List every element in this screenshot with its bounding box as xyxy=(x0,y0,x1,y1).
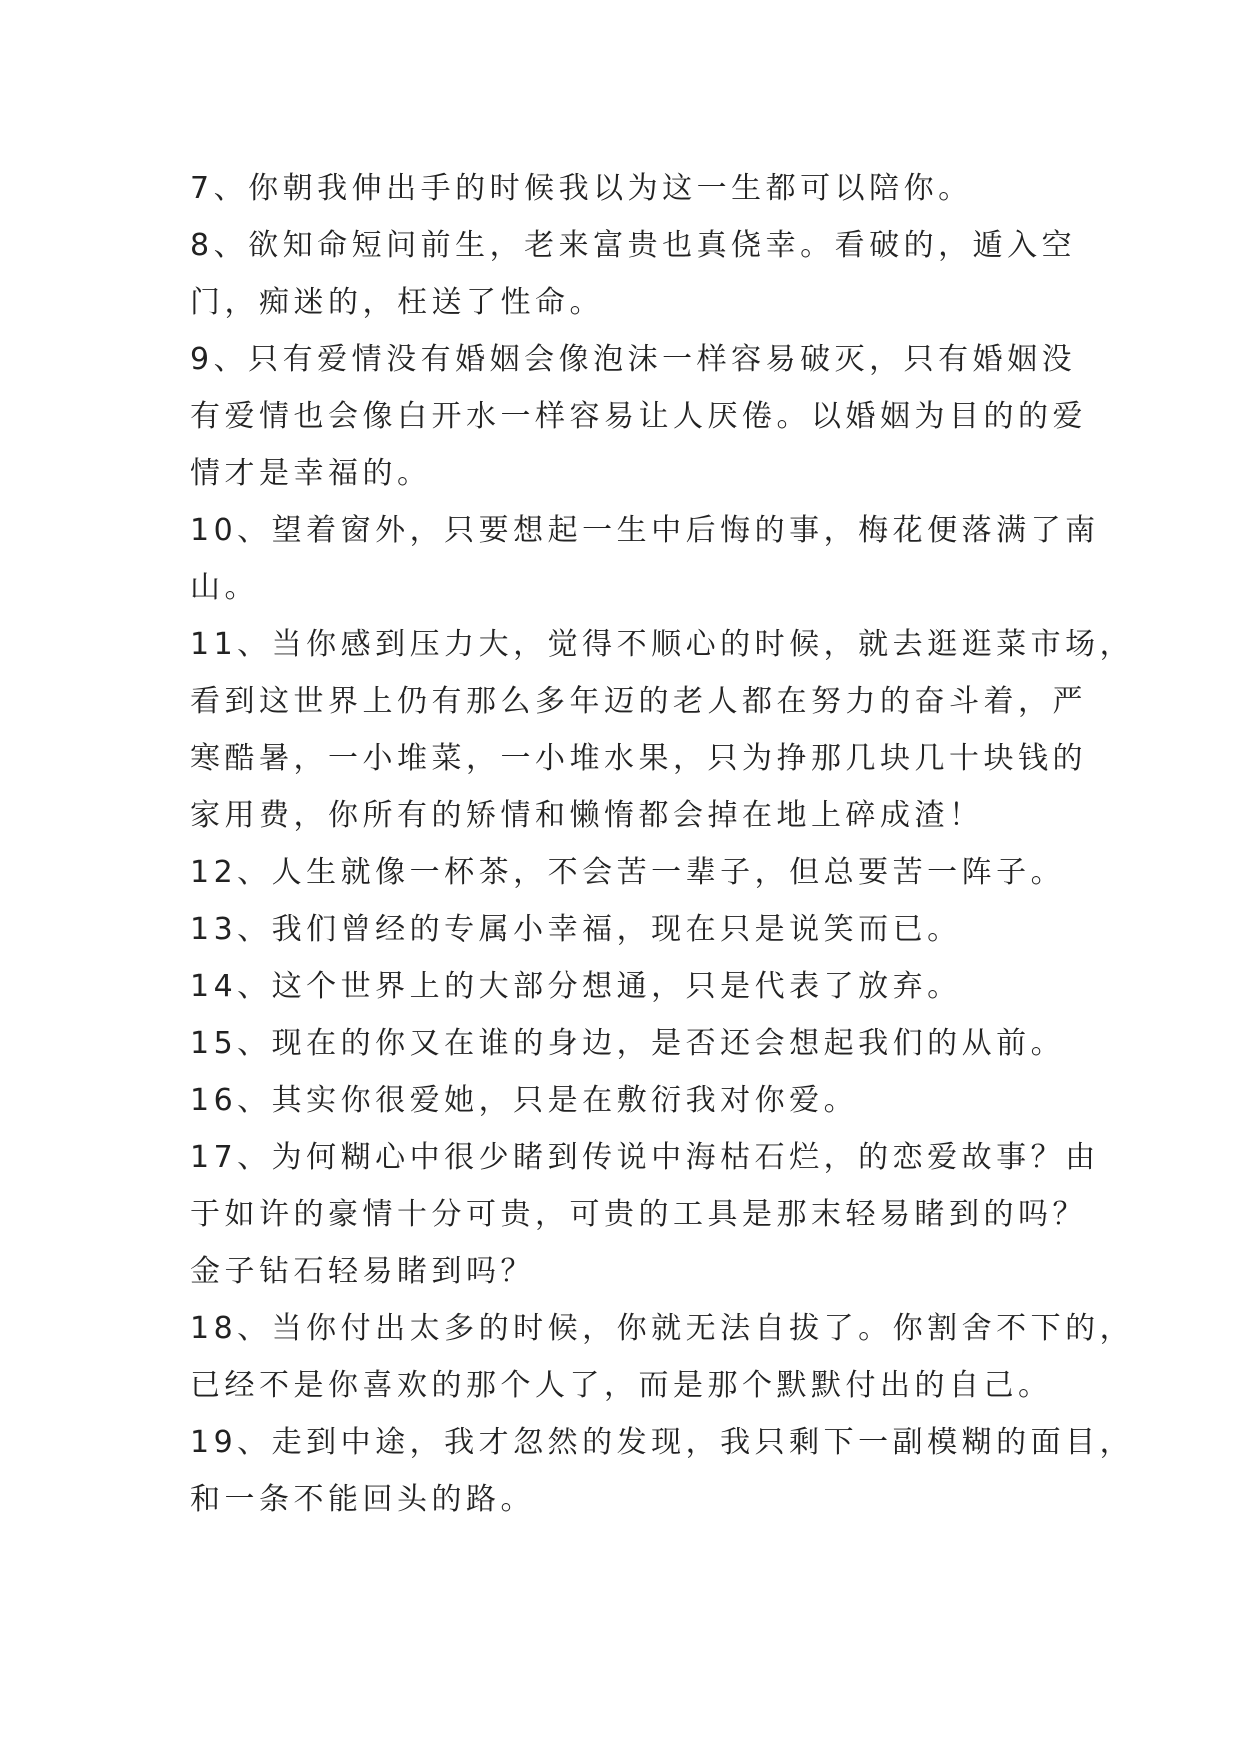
text-line: 15、现在的你又在谁的身边，是否还会想起我们的从前。 xyxy=(190,1026,1066,1061)
text-line: 11、当你感到压力大，觉得不顺心的时候，就去逛逛菜市场， xyxy=(190,627,1135,662)
paragraph-12 xyxy=(190,844,1070,901)
text-line: 家用费，你所有的矫情和懒惰都会掉在地上碎成渣！ xyxy=(190,798,984,833)
text-line: 门，痴迷的，枉送了性命。 xyxy=(190,285,604,320)
text-line: 13、我们曾经的专属小幸福，现在只是说笑而已。 xyxy=(190,912,962,947)
text-line: 19、走到中途，我才忽然的发现，我只剩下一副模糊的面目， xyxy=(190,1425,1135,1460)
document-body xyxy=(190,160,1135,1528)
text-line: 8、欲知命短问前生，老来富贵也真侥幸。看破的，遁入空 xyxy=(190,228,1077,263)
text-line: 14、这个世界上的大部分想通，只是代表了放弃。 xyxy=(190,969,962,1004)
paragraph-7 xyxy=(190,160,1070,217)
paragraph-8 xyxy=(190,217,1077,331)
text-line: 18、当你付出太多的时候，你就无法自拔了。你割舍不下的， xyxy=(190,1311,1135,1346)
text-line: 金子钻石轻易睹到吗？ xyxy=(190,1254,535,1289)
text-line: 已经不是你喜欢的那个人了，而是那个默默付出的自己。 xyxy=(190,1368,1053,1403)
paragraph-13 xyxy=(190,901,1070,958)
paragraph-14 xyxy=(190,958,1070,1015)
text-line: 和一条不能回头的路。 xyxy=(190,1482,535,1517)
text-line: 于如许的豪情十分可贵，可贵的工具是那末轻易睹到的吗？ xyxy=(190,1197,1087,1232)
paragraph-15 xyxy=(190,1015,1070,1072)
paragraph-9 xyxy=(190,331,1087,502)
text-line: 有爱情也会像白开水一样容易让人厌倦。以婚姻为目的的爱 xyxy=(190,399,1087,434)
text-line: 16、其实你很爱她，只是在敷衍我对你爱。 xyxy=(190,1083,859,1118)
paragraph-17 xyxy=(190,1129,1100,1300)
text-line: 情才是幸福的。 xyxy=(190,456,432,491)
paragraph-11 xyxy=(190,616,1135,844)
paragraph-18 xyxy=(190,1300,1135,1414)
text-line: 山。 xyxy=(190,570,259,605)
paragraph-10 xyxy=(190,502,1100,616)
text-line: 10、望着窗外，只要想起一生中后悔的事，梅花便落满了南 xyxy=(190,513,1100,548)
text-line: 17、为何糊心中很少睹到传说中海枯石烂，的恋爱故事？由 xyxy=(190,1140,1100,1175)
text-line: 12、人生就像一杯茶，不会苦一辈子，但总要苦一阵子。 xyxy=(190,855,1066,890)
text-line: 看到这世界上仍有那么多年迈的老人都在努力的奋斗着，严 xyxy=(190,684,1087,719)
text-line: 9、只有爱情没有婚姻会像泡沫一样容易破灭，只有婚姻没 xyxy=(190,342,1077,377)
text-line: 7、你朝我伸出手的时候我以为这一生都可以陪你。 xyxy=(190,171,973,206)
paragraph-16 xyxy=(190,1072,1070,1129)
paragraph-19 xyxy=(190,1414,1135,1528)
text-line: 寒酷暑，一小堆菜，一小堆水果，只为挣那几块几十块钱的 xyxy=(190,741,1087,776)
